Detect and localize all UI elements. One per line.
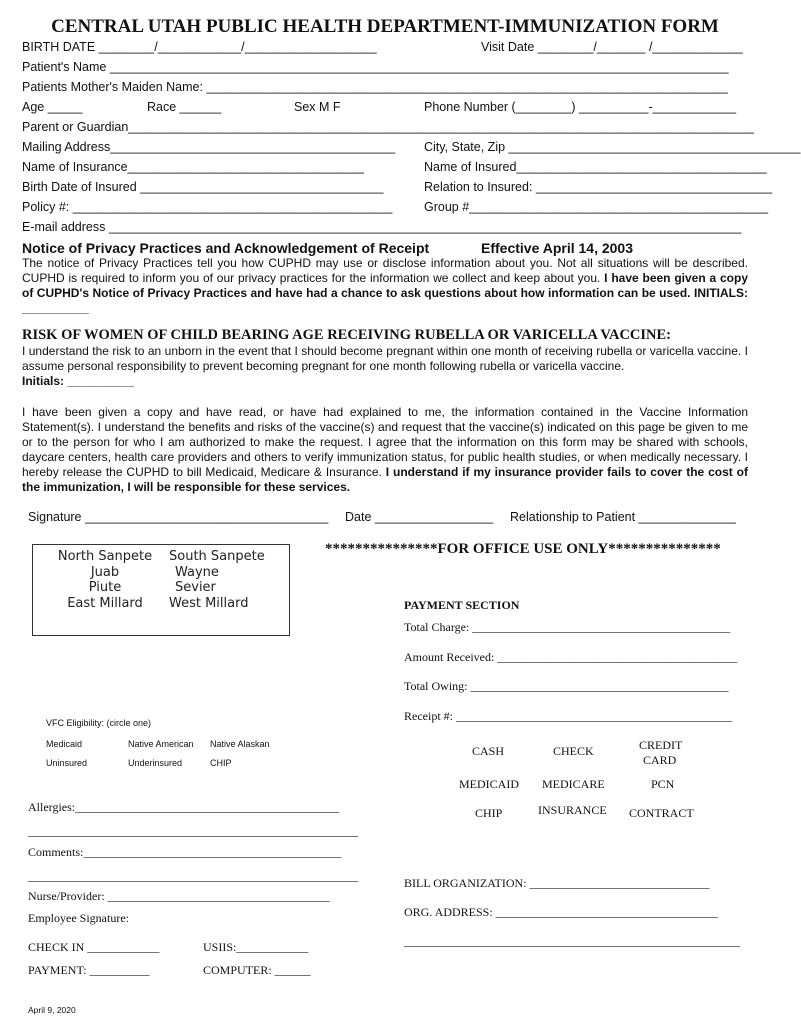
total-owing-field[interactable]: Total Owing: ___________________________________________ (404, 679, 729, 693)
visit-date-field[interactable]: Visit Date ________/_______ /_____________ (481, 40, 743, 54)
county-sevier: Sevier (175, 580, 216, 595)
relation-to-insured-field[interactable]: Relation to Insured: __________________________________ (424, 180, 773, 194)
signature-date-field[interactable]: Date _________________ (345, 510, 494, 524)
vfc-chip[interactable]: CHIP (210, 758, 232, 768)
usiis-field[interactable]: USIIS:____________ (203, 940, 309, 954)
privacy-text (22, 256, 748, 316)
insured-name-field[interactable]: Name of Insured____________________________________ (424, 160, 767, 174)
county-juab: Juab (90, 564, 120, 580)
total-charge-field[interactable]: Total Charge: ___________________________________________ (404, 620, 731, 634)
check-in-field[interactable]: CHECK IN ____________ (28, 940, 160, 954)
email-field[interactable]: E-mail address ___________________________________________________________________________________________ (22, 220, 742, 234)
credit-label: CREDIT (639, 738, 683, 752)
vfc-eligibility-label: VFC Eligibility: (circle one) (46, 718, 152, 728)
receipt-number-field[interactable]: Receipt #: ______________________________________________ (404, 709, 732, 723)
bill-organization-field[interactable]: BILL ORGANIZATION: ______________________________ (404, 876, 710, 890)
rubella-initials[interactable]: Initials: __________ (22, 374, 135, 388)
county-piute: Piute (88, 580, 122, 595)
insured-birth-date-field[interactable]: Birth Date of Insured ___________________________________ (22, 180, 384, 194)
employee-signature-field[interactable]: Employee Signature: (28, 911, 129, 925)
signature-field[interactable]: Signature ___________________________________ (28, 510, 329, 524)
payment-contract[interactable]: CONTRACT (629, 806, 694, 820)
county-south-sanpete: South Sanpete (169, 549, 265, 564)
payment-pcn[interactable]: PCN (651, 777, 675, 791)
amount-received-field[interactable]: Amount Received: ________________________________________ (404, 650, 738, 664)
group-number-field[interactable]: Group #___________________________________________ (424, 200, 769, 214)
insurance-name-field[interactable]: Name of Insurance__________________________________ (22, 160, 364, 174)
org-address-field[interactable]: ORG. ADDRESS: _____________________________________ (404, 905, 718, 919)
patient-name-field[interactable]: Patient's Name _________________________________________________________________________________________ (22, 60, 729, 74)
mailing-address-field[interactable]: Mailing Address_________________________________________ (22, 140, 396, 154)
form-title: CENTRAL UTAH PUBLIC HEALTH DEPARTMENT-IMMUNIZATION FORM (51, 16, 719, 37)
county-north-sanpete: North Sanpete (57, 549, 153, 564)
race-field[interactable]: Race ______ (147, 100, 222, 114)
vfc-underinsured[interactable]: Underinsured (128, 758, 183, 768)
consent-text-bold: I understand if my insurance provider fails to cover the cost of the immunization, I will be responsible for these services. (22, 465, 748, 494)
sex-field[interactable]: Sex M F (294, 100, 341, 114)
payment-cash[interactable]: CASH (472, 744, 505, 758)
office-use-header: ***************FOR OFFICE USE ONLY*************** (325, 541, 721, 557)
comments-line[interactable]: _______________________________________________________ (28, 869, 358, 883)
payment-credit-card[interactable] (639, 738, 682, 768)
payment-medicaid[interactable]: MEDICAID (459, 777, 519, 791)
county-west-millard: West Millard (169, 595, 249, 611)
computer-field[interactable]: COMPUTER: ______ (203, 963, 311, 977)
privacy-text-bold: I have been given a copy of CUPHD's Notice of Privacy Practices and have had a chance to ask questions about how information can be used. INITIALS: __________ (22, 271, 748, 315)
mothers-maiden-name-field[interactable]: Patients Mother's Maiden Name: ___________________________________________________________________________ (22, 80, 728, 94)
payment-medicare[interactable]: MEDICARE (542, 777, 605, 791)
consent-text-plain: I have been given a copy and have read, or have had explained to me, the information contained in the Vaccine Information Statement(s). I understand the benefits and risks of the vaccine(s) and request that the vaccine(s) indicated on this page be given to me or to the person for who I am authorized to make the request. I agree that the information on this form may be shared with schools, daycare centers, health care providers and others to verify immunization status, for public health studies, or when medically necessary. I hereby release the CUPHD to bill Medicaid, Medicare & Insurance. (22, 405, 748, 479)
consent-text (22, 405, 748, 495)
relationship-field[interactable]: Relationship to Patient ______________ (510, 510, 736, 524)
vfc-native-american[interactable]: Native American (128, 739, 194, 749)
card-label: CARD (643, 753, 677, 767)
policy-number-field[interactable]: Policy #: ______________________________________________ (22, 200, 393, 214)
payment-check[interactable]: CHECK (553, 744, 594, 758)
allergies-line[interactable]: _______________________________________________________ (28, 824, 358, 838)
county-wayne: Wayne (175, 564, 219, 580)
age-field[interactable]: Age _____ (22, 100, 83, 114)
vfc-uninsured[interactable]: Uninsured (46, 758, 88, 768)
counties-right (169, 549, 265, 611)
county-east-millard: East Millard (67, 595, 143, 611)
nurse-provider-field[interactable]: Nurse/Provider: _____________________________________ (28, 889, 330, 903)
payment-field[interactable]: PAYMENT: __________ (28, 963, 150, 977)
comments-field[interactable]: Comments:___________________________________________ (28, 845, 342, 859)
footer-date: April 9, 2020 (28, 1005, 76, 1015)
privacy-heading: Notice of Privacy Practices and Acknowledgement of Receipt (22, 240, 430, 256)
rubella-text (22, 344, 748, 389)
vfc-medicaid[interactable]: Medicaid (46, 739, 83, 749)
allergies-field[interactable]: Allergies:____________________________________________ (28, 800, 340, 814)
rubella-heading: RISK OF WOMEN OF CHILD BEARING AGE RECEIVING RUBELLA OR VARICELLA VACCINE: (22, 327, 672, 343)
org-address-line[interactable]: ________________________________________________________ (404, 934, 740, 948)
payment-section-label: PAYMENT SECTION (404, 598, 520, 612)
payment-chip[interactable]: CHIP (475, 806, 503, 820)
rubella-text-plain: I understand the risk to an unborn in the event that I should become pregnant within one month of receiving rubella or varicella vaccine. I assume personal responsibility to prevent becoming pregnant for one month following rubella or varicella vaccine. (22, 344, 748, 373)
counties-left (53, 549, 157, 611)
city-state-zip-field[interactable]: City, State, Zip __________________________________________ (424, 140, 801, 154)
birth-date-field[interactable]: BIRTH DATE ________/____________/___________________ (22, 40, 377, 54)
privacy-text-plain: The notice of Privacy Practices tell you how CUPHD may use or disclose information about you. Not all situations will be described. CUPHD is required to inform you of our privacy practices for the information we collect and keep about you. (22, 256, 748, 285)
payment-insurance[interactable] (538, 803, 607, 817)
counties-box (32, 544, 290, 636)
privacy-effective-date: Effective April 14, 2003 (481, 240, 634, 256)
insurance-label: INSURANCE (538, 803, 607, 817)
guardian-field[interactable]: Parent or Guardian__________________________________________________________________________________________ (22, 120, 754, 134)
vfc-native-alaskan[interactable]: Native Alaskan (210, 739, 270, 749)
phone-field[interactable]: Phone Number (________) __________-____________ (424, 100, 737, 114)
